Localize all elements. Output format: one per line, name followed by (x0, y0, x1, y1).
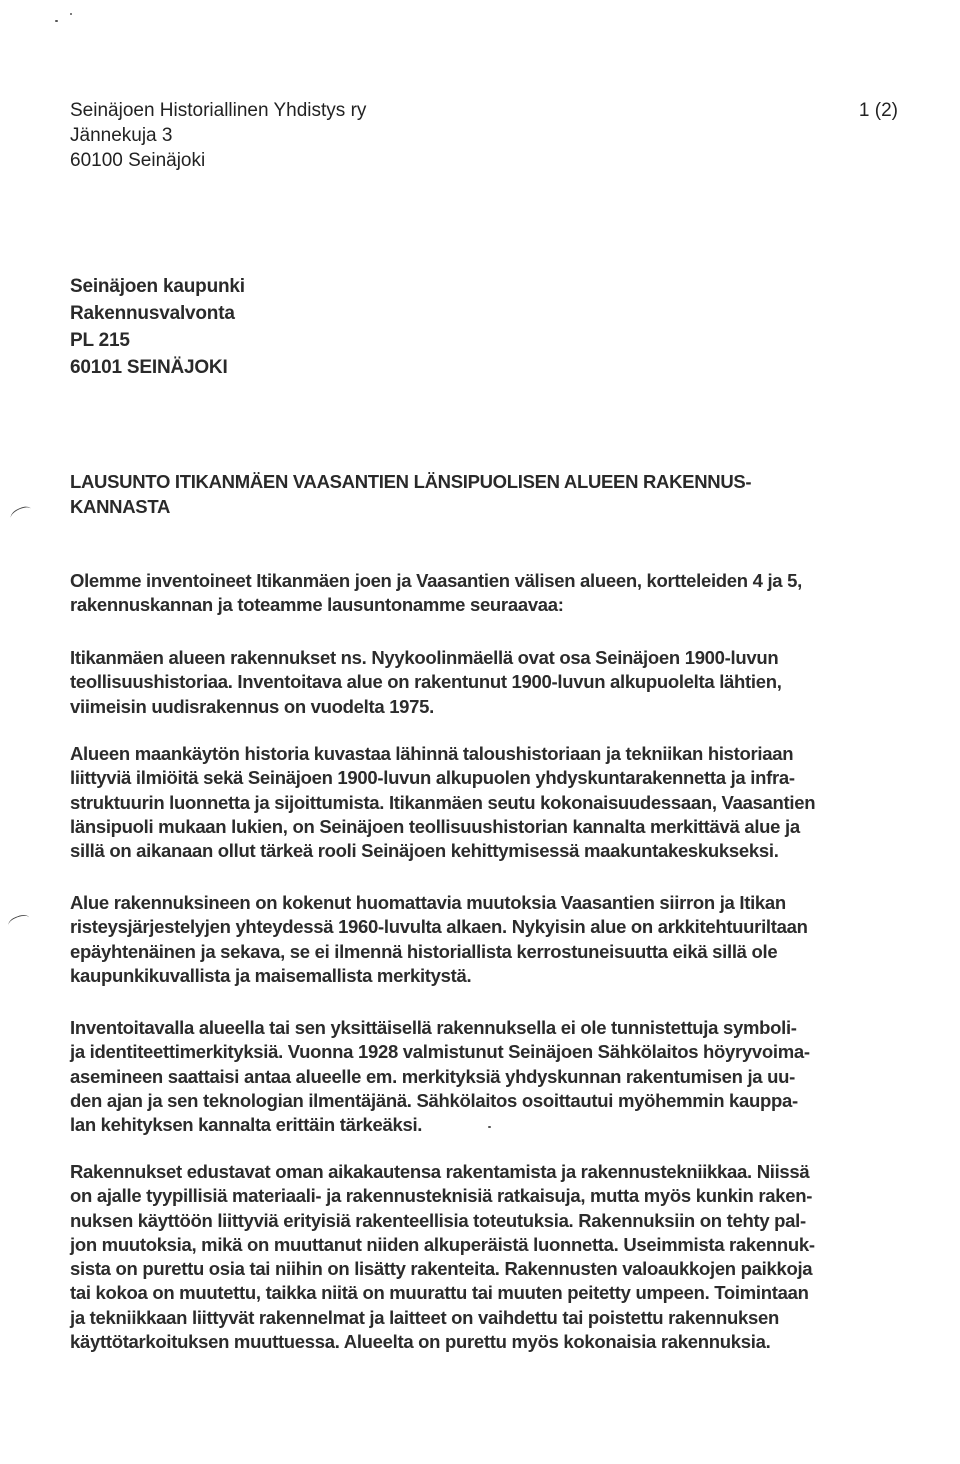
sender-address (70, 98, 366, 173)
paragraph-line: liittyviä ilmiöitä sekä Seinäjoen 1900-luvun alkupuolen yhdyskuntarakennetta ja infra- (70, 767, 795, 789)
recipient-line: PL 215 (70, 330, 130, 351)
paragraph-line: risteysjärjestelyjen yhteydessä 1960-luvulta alkaen. Nykyisin alue on arkkitehtuuriltaan (70, 916, 808, 938)
paragraph-line: kaupunkikuvallista ja maisemallista merkitystä. (70, 964, 472, 986)
paragraph-line: jon muutoksia, mikä on muuttanut niiden alkuperäistä luonnetta. Useimmista rakennuk- (70, 1233, 815, 1255)
paragraph-line: lan kehityksen kannalta erittäin tärkeäksi. (70, 1114, 423, 1136)
paragraph-significance (70, 1016, 900, 1137)
paragraph-line: käyttötarkoituksen muuttuessa. Alueelta on purettu myös kokonaisia rakennuksia. (70, 1331, 771, 1353)
paragraph-line: sillä on aikanaan ollut tärkeä rooli Seinäjoen kehittymisessä maakuntakeskukseksi. (70, 840, 779, 862)
paragraph-line: ja tekniikkaan liittyvät rakennelmat ja laitteet on vaihdettu tai poistettu rakennuksen (70, 1306, 779, 1328)
paragraph-changes (70, 891, 900, 988)
paragraph-line: Rakennukset edustavat oman aikakautensa rakentamista ja rakennustekniikkaa. Niissä (70, 1161, 810, 1182)
paragraph-line: ja identiteettimerkityksiä. Vuonna 1928 valmistunut Seinäjoen Sähkölaitos höyryvoima- (70, 1041, 810, 1063)
title-line: KANNASTA (70, 496, 171, 517)
recipient-address (70, 273, 245, 381)
sender-street: Jännekuja 3 (70, 125, 173, 146)
recipient-line: Seinäjoen kaupunki (70, 276, 245, 297)
paragraph-line: Inventoitavalla alueella tai sen yksittäisellä rakennuksella ei ole tunnistettuja symboli- (70, 1017, 797, 1038)
paragraph-history (70, 646, 900, 719)
paragraph-line: Alueen maankäytön historia kuvastaa lähinnä taloushistoriaan ja tekniikan historiaan (70, 743, 794, 764)
paragraph-line: asemineen saattaisi antaa alueelle em. merkityksiä yhdyskunnan rakentumisen ja uu- (70, 1065, 795, 1087)
paragraph-line: Itikanmäen alueen rakennukset ns. Nyykoolinmäellä ovat osa Seinäjoen 1900-luvun (70, 647, 779, 668)
paragraph-line: teollisuushistoriaa. Inventoitava alue on rakentunut 1900-luvun alkupuolelta lähtien, (70, 671, 782, 693)
scan-speck (70, 13, 72, 15)
paragraph-line: nuksen käyttöön liittyviä erityisiä rakenteellisia toteutuksia. Rakennuksiin on tehty pal- (70, 1209, 806, 1231)
paragraph-line: on ajalle tyypillisiä materiaali- ja rakennusteknisiä ratkaisuja, mutta myös kunkin raken- (70, 1185, 813, 1207)
recipient-line: Rakennusvalvonta (70, 303, 235, 324)
margin-pencil-mark (7, 913, 31, 931)
paragraph-line: viimeisin uudisrakennus on vuodelta 1975. (70, 695, 434, 717)
page-number: 1 (2) (858, 100, 898, 121)
paragraph-line: rakennuskannan ja toteamme lausuntonamme seuraavaa: (70, 594, 564, 616)
paragraph-line: tai kokoa on muutettu, taikka niitä on muurattu tai muuten peitetty umpeen. Toimintaan (70, 1282, 809, 1304)
paragraph-land-use (70, 742, 900, 863)
document-title (70, 469, 900, 519)
sender-postal: 60100 Seinäjoki (70, 150, 206, 171)
paragraph-line: epäyhtenäinen ja sekava, se ei ilmennä historiallista kerrostuneisuutta eikä sillä ole (70, 940, 778, 962)
title-line: LAUSUNTO ITIKANMÄEN VAASANTIEN LÄNSIPUOLISEN ALUEEN RAKENNUS- (70, 471, 752, 492)
paragraph-intro (70, 569, 900, 618)
paragraph-buildings (70, 1160, 900, 1354)
paragraph-line: den ajan ja sen teknologian ilmentäjänä. Sähkölaitos osoittautui myöhemmin kauppa- (70, 1089, 798, 1111)
paragraph-line: sista on purettu osia tai niihin on lisätty rakenteita. Rakennusten valoaukkojen paikkoja (70, 1258, 813, 1280)
margin-pencil-mark (9, 504, 34, 523)
recipient-line: 60101 SEINÄJOKI (70, 357, 228, 378)
paragraph-line: Alue rakennuksineen on kokenut huomattavia muutoksia Vaasantien siirron ja Itikan (70, 892, 786, 913)
sender-name: Seinäjoen Historiallinen Yhdistys ry (70, 100, 367, 121)
scan-speck (55, 20, 58, 22)
paragraph-line: länsipuoli mukaan lukien, on Seinäjoen teollisuushistorian kannalta merkittävä alue ja (70, 815, 800, 837)
paragraph-line: Olemme inventoineet Itikanmäen joen ja Vaasantien välisen alueen, kortteleiden 4 ja 5, (70, 570, 802, 591)
paragraph-line: struktuurin luonnetta ja sijoittumista. Itikanmäen seutu kokonaisuudessaan, Vaasantien (70, 791, 816, 813)
